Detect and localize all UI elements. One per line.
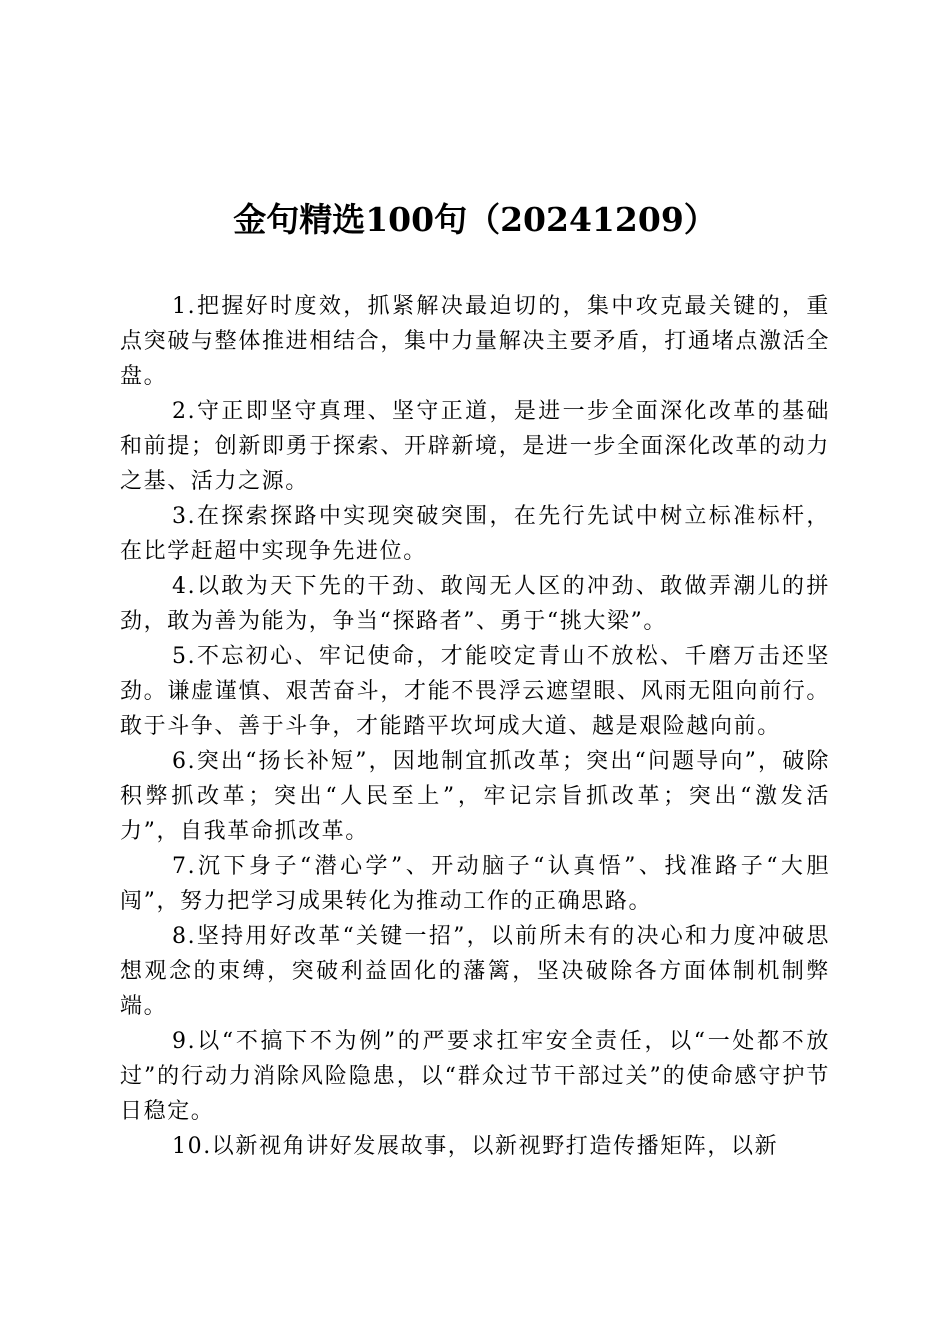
paragraph: 10.以新视角讲好发展故事，以新视野打造传播矩阵，以新	[172, 1134, 779, 1159]
paragraph: 9.以“不搞下不为例”的严要求扛牢安全责任，以“一处都不放过”的行动力消除风险隐患，以“群众过节干部过关”的使命感守护节日稳定。	[120, 1029, 830, 1124]
paragraph: 3.在探索探路中实现突破突围，在先行先试中树立标准标杆，在比学赶超中实现争先进位。	[120, 504, 830, 564]
paragraph: 2.守正即坚守真理、坚守正道，是进一步全面深化改革的基础和前提；创新即勇于探索、开辟新境，是进一步全面深化改革的动力之基、活力之源。	[120, 399, 830, 494]
paragraph: 6.突出“扬长补短”，因地制宜抓改革；突出“问题导向”，破除积弊抓改革；突出“人民至上”，牢记宗旨抓改革；突出“激发活力”，自我革命抓改革。	[120, 749, 830, 844]
paragraph: 7.沉下身子“潜心学”、开动脑子“认真悟”、找准路子“大胆闯”，努力把学习成果转化为推动工作的正确思路。	[120, 854, 830, 914]
paragraph: 1.把握好时度效，抓紧解决最迫切的，集中攻克最关键的，重点突破与整体推进相结合，集中力量解决主要矛盾，打通堵点激活全盘。	[120, 294, 830, 389]
document-title: 金句精选100句（20241209）	[233, 200, 717, 239]
document-body	[120, 289, 830, 1164]
paragraph: 5.不忘初心、牢记使命，才能咬定青山不放松、千磨万击还坚劲。谦虚谨慎、艰苦奋斗，才能不畏浮云遮望眼、风雨无阻向前行。敢于斗争、善于斗争，才能踏平坎坷成大道、越是艰险越向前。	[120, 644, 830, 739]
paragraph: 4.以敢为天下先的干劲、敢闯无人区的冲劲、敢做弄潮儿的拼劲，敢为善为能为，争当“探路者”、勇于“挑大梁”。	[120, 574, 830, 634]
paragraph: 8.坚持用好改革“关键一招”，以前所未有的决心和力度冲破思想观念的束缚，突破利益固化的藩篱，坚决破除各方面体制机制弊端。	[120, 924, 830, 1019]
